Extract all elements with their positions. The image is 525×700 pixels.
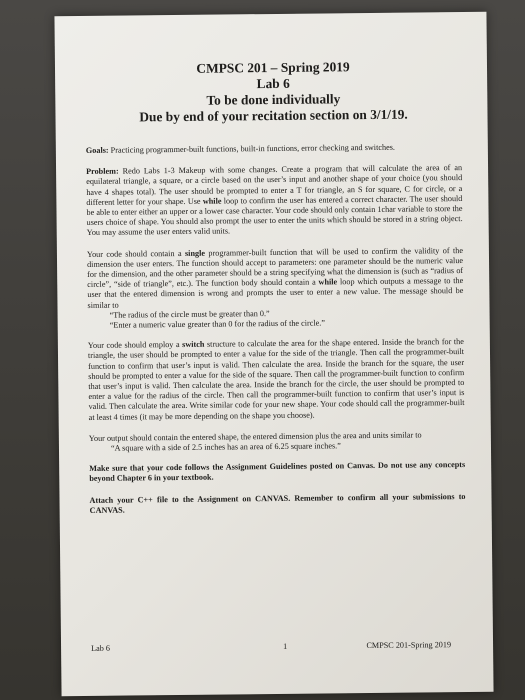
footer-right: CMPSC 201-Spring 2019 <box>366 640 452 651</box>
lab-number: Lab 6 <box>256 75 290 92</box>
footer-page-number: 1 <box>283 641 288 651</box>
due-date: Due by end of your recitation section on 3/1/19. <box>139 106 408 125</box>
function-text-1: Your code should contain a <box>86 248 182 259</box>
document-page <box>54 12 493 696</box>
switch-text-1: Your code should employ a <box>87 340 180 351</box>
function-keyword-single: single <box>184 248 206 258</box>
function-text-3: loop which outputs a message to the user that the entered dimension is wrong and prompts the user to enter a new value. The message should be similar to <box>87 276 464 310</box>
goals-label: Goals: <box>85 145 109 155</box>
page-footer <box>91 640 467 656</box>
guidelines-paragraph: Make sure that your code follows the Assignment Guidelines posted on Canvas. Do not use any concepts beyond Chapter 6 in your textbook. <box>89 460 466 484</box>
footer-left: Lab 6 <box>91 643 110 653</box>
title-block <box>85 58 462 126</box>
course-title: CMPSC 201 – Spring 2019 <box>196 59 350 76</box>
goals-text: Practicing programmer-built functions, built-in functions, error checking and switches. <box>110 142 395 155</box>
switch-paragraph <box>88 337 465 423</box>
function-keyword-while: while <box>318 277 338 287</box>
problem-label: Problem: <box>86 166 119 177</box>
function-text-2: programmer-built function that will be used to confirm the validity of the dimension the user enters. The function should accept to parameters: one parameter should be the numeric value for the dimension, and the other parameter should be a string specifying what the dimension is (such as “radius of circle”, “side of triangle”, etc.). The function body should contain a <box>87 245 464 290</box>
problem-paragraph <box>86 163 463 238</box>
goals-paragraph <box>86 142 462 156</box>
problem-text-1: Redo Labs 1-3 Makeup with some changes. Create a program that will calculate the area of an equilateral triangle, a square, or a circle based on the user’s input and another shape of your choice (you should have 4 shapes total). The user should be prompted to enter a T for triangle, an S for square, C for circle, or a different letter for your shape. Use <box>86 163 463 207</box>
output-text: Your output should contain the entered shape, the entered dimension plus the area and units similar to <box>88 430 422 443</box>
function-quote-2: “Enter a numeric value greater than 0 for the radius of the circle.” <box>109 318 326 330</box>
function-paragraph <box>87 246 464 311</box>
switch-text-2: structure to calculate the area for the shape entered. Inside the branch for the triangle, the user should be prompted to enter a value for the side of the triangle. Then call the programmer-built function to confirm that user’s input is valid. Then calculate the area. Inside the branch for the square, the user should be prompted to enter a value for the side of the square. Then call the programmer-built function to confirm that user’s input is valid. Then calculate the area. Inside the branch for the circle, the user should be prompted to enter a value for the radius of the circle. Then call the programmer-built function to confirm that user’s input is valid. Then calculate the area. Write similar code for your new shape. Your code should call the programmer-built at least 4 times (it may be more depending on the shape you choose). <box>87 337 465 422</box>
problem-keyword-while: while <box>202 196 222 206</box>
output-example: “A square with a side of 2.5 inches has an area of 6.25 square inches.” <box>110 441 341 453</box>
attach-paragraph: Attach your C++ file to the Assignment on CANVAS. Remember to confirm all your submissions to CANVAS. <box>89 491 466 515</box>
function-quote-1: “The radius of the circle must be greater than 0.” <box>109 308 270 320</box>
switch-keyword: switch <box>182 339 205 350</box>
work-mode: To be done individually <box>206 91 341 108</box>
problem-text-2: loop to confirm the user has entered a correct character. The user should be able to enter either an upper or a lower case character. Your code should only contain 1char variable to store the users choice of shape. You should also prompt the user to enter the units which should be stored in a string object. You may assume the user enters valid units. <box>86 193 463 238</box>
